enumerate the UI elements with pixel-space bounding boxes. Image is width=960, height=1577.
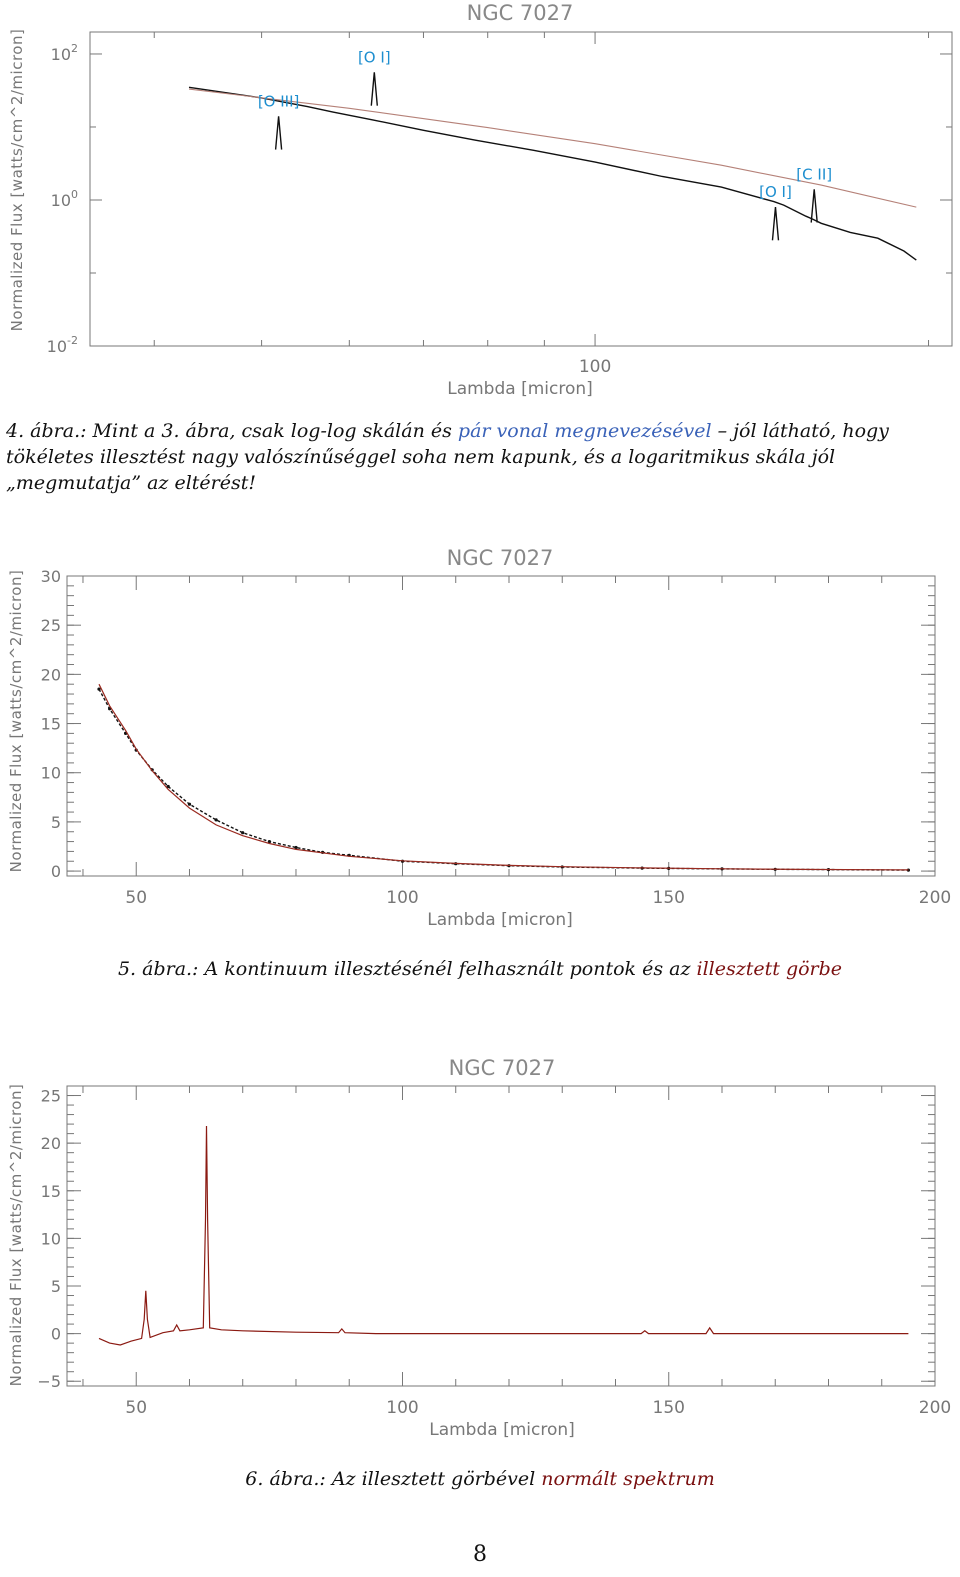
fig6-caption-highlight: normált spektrum: [541, 1468, 715, 1490]
fig5-caption-highlight: illesztett görbe: [696, 958, 843, 980]
fig6-plot-frame: [67, 1086, 935, 1386]
fig5-x-tick-label: 50: [125, 888, 148, 908]
fig4-plot-frame: [90, 32, 952, 346]
fig6-ylabel: Normalized Flux [watts/cm^2/micron]: [7, 1083, 25, 1387]
fig4-y-tick-label: $10^2$: [50, 41, 78, 64]
fig5-y-tick-label: 20: [40, 665, 61, 685]
fig4-emission-line-peak: [811, 189, 817, 222]
figure-4-chart: [0, 0, 960, 410]
fig4-line-annotation: [O III]: [257, 92, 300, 111]
fig6-caption-prefix: 6. ábra.: Az illesztett görbével: [245, 1468, 542, 1490]
fig4-emission-line-peak: [772, 207, 778, 240]
fig4-y-tick-label: $10^{-2}$: [46, 334, 78, 356]
fig6-y-tick-label: 20: [40, 1134, 61, 1154]
fig4-line-annotation: [O I]: [759, 183, 792, 202]
fig4-emission-line-peak: [371, 72, 377, 105]
fig6-y-tick-label: 10: [40, 1229, 61, 1249]
fig4-y-tick-label: $10^0$: [50, 187, 78, 210]
fig4-caption-suffix: – jól látható, hogy tökéletes illesztést nagy valószínűséggel soha nem kapunk, és a logaritmikus skála jól „megmutatja” az eltérést!: [6, 420, 889, 494]
figure-4-caption: [6, 418, 956, 496]
fig6-xlabel: Lambda [micron]: [429, 1420, 575, 1440]
fig5-plot-frame: [67, 576, 935, 876]
fig4-caption-highlight: pár vonal megnevezésével: [457, 420, 712, 442]
fig5-xlabel: Lambda [micron]: [427, 910, 573, 930]
fig5-x-tick-label: 100: [386, 888, 419, 908]
figure-6-caption: [0, 1466, 960, 1492]
fig5-y-tick-label: 5: [50, 812, 61, 832]
fig5-series-fit-points: [99, 689, 908, 870]
fig5-y-tick-label: 0: [50, 862, 61, 882]
fig6-y-tick-label: 0: [50, 1324, 61, 1344]
fig4-caption-prefix: 4. ábra.: Mint a 3. ábra, csak log-log skálán és: [6, 420, 458, 442]
page-number: 8: [473, 1542, 487, 1567]
fig4-xlabel: Lambda [micron]: [447, 379, 593, 399]
fig5-y-tick-label: 15: [40, 714, 61, 734]
fig5-y-tick-label: 30: [40, 567, 61, 586]
figure-5-caption: [0, 956, 960, 982]
fig5-x-tick-label: 200: [918, 888, 952, 908]
fig4-line-annotation: [C II]: [796, 165, 833, 184]
fig5-y-tick-label: 10: [40, 763, 61, 783]
fig4-x-tick-label: 100: [578, 357, 612, 377]
fig6-y-tick-label: 15: [40, 1181, 61, 1201]
fig6-series-normalized-spectrum: [99, 1126, 908, 1345]
fig4-emission-line-peak: [276, 116, 282, 149]
figure-5-chart: [0, 535, 960, 940]
fig6-x-tick-label: 50: [125, 1398, 148, 1418]
fig6-title: NGC 7027: [448, 1056, 556, 1080]
fig4-title: NGC 7027: [466, 1, 574, 25]
fig6-x-tick-label: 100: [386, 1398, 419, 1418]
fig5-title: NGC 7027: [446, 546, 554, 570]
fig6-y-tick-label: −5: [37, 1372, 61, 1392]
fig6-x-tick-label: 200: [918, 1398, 952, 1418]
fig5-caption-prefix: 5. ábra.: A kontinuum illesztésénél felhasznált pontok és az: [117, 958, 697, 980]
fig5-ylabel: Normalized Flux [watts/cm^2/micron]: [7, 569, 25, 873]
fig6-x-tick-label: 150: [652, 1398, 685, 1418]
fig6-y-tick-label: 25: [40, 1086, 61, 1106]
fig5-x-tick-label: 150: [652, 888, 685, 908]
fig5-series-fitted-curve: [99, 684, 908, 870]
fig5-y-tick-label: 25: [40, 616, 61, 636]
fig6-y-tick-label: 5: [50, 1277, 61, 1296]
fig4-line-annotation: [O I]: [357, 48, 391, 67]
figure-6-chart: [0, 1045, 960, 1450]
fig4-ylabel: Normalized Flux [watts/cm^2/micron]: [8, 28, 26, 332]
